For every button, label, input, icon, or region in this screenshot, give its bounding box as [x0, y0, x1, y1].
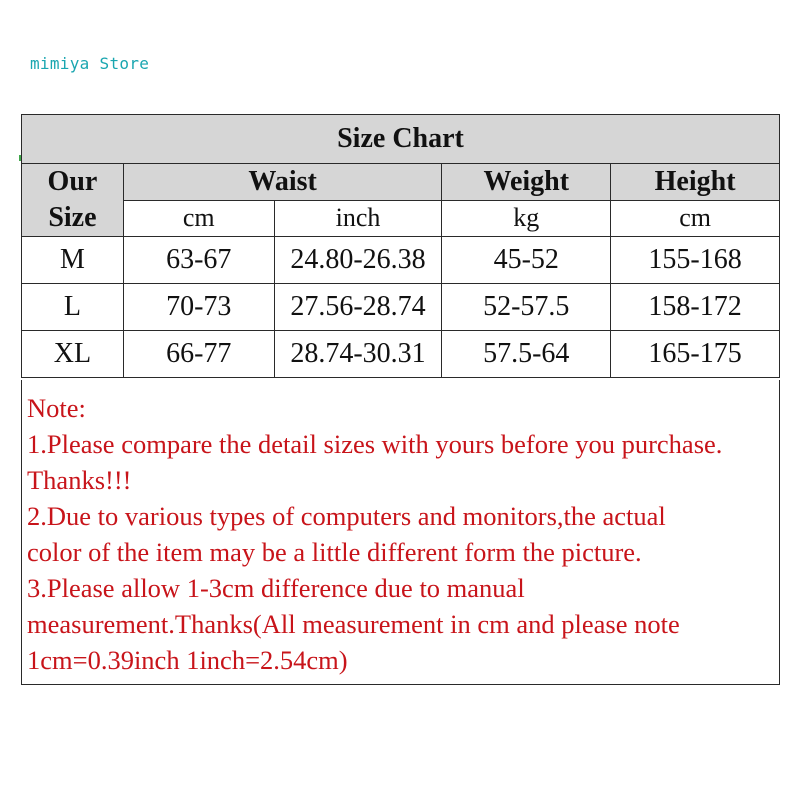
notes-box	[21, 380, 780, 685]
our-size-header-line1: Our	[47, 166, 98, 197]
weight-cell: 52-57.5	[442, 284, 611, 331]
our-size-header	[22, 164, 124, 237]
height-header: Height	[611, 164, 780, 201]
waist-inch-cell: 27.56-28.74	[274, 284, 442, 331]
note-heading: Note:	[27, 393, 86, 423]
size-cell: XL	[22, 331, 124, 378]
size-cell: L	[22, 284, 124, 331]
note-line: measurement.Thanks(All measurement in cm and please note	[27, 609, 680, 639]
table-row	[22, 284, 780, 331]
header-row	[22, 164, 780, 201]
waist-inch-cell: 24.80-26.38	[274, 237, 442, 284]
weight-header: Weight	[442, 164, 611, 201]
size-chart-table	[21, 114, 780, 378]
note-line: 1.Please compare the detail sizes with yours before you purchase.	[27, 429, 723, 459]
table-row	[22, 237, 780, 284]
unit-waist-inch: inch	[274, 200, 442, 237]
unit-weight-kg: kg	[442, 200, 611, 237]
store-name: mimiya Store	[30, 54, 150, 73]
waist-cm-cell: 63-67	[123, 237, 274, 284]
note-line: Thanks!!!	[27, 465, 132, 495]
chart-title: Size Chart	[22, 115, 780, 164]
unit-waist-cm: cm	[123, 200, 274, 237]
title-row	[22, 115, 780, 164]
note-line: 1cm=0.39inch 1inch=2.54cm)	[27, 645, 348, 675]
waist-cm-cell: 70-73	[123, 284, 274, 331]
note-line: 3.Please allow 1-3cm difference due to manual	[27, 573, 525, 603]
note-line: 2.Due to various types of computers and monitors,the actual	[27, 501, 666, 531]
height-cell: 158-172	[611, 284, 780, 331]
waist-header: Waist	[123, 164, 442, 201]
note-line: color of the item may be a little different form the picture.	[27, 537, 642, 567]
waist-inch-cell: 28.74-30.31	[274, 331, 442, 378]
table-row	[22, 331, 780, 378]
height-cell: 165-175	[611, 331, 780, 378]
our-size-header-line2: Size	[48, 202, 97, 233]
unit-height-cm: cm	[611, 200, 780, 237]
height-cell: 155-168	[611, 237, 780, 284]
waist-cm-cell: 66-77	[123, 331, 274, 378]
weight-cell: 57.5-64	[442, 331, 611, 378]
unit-row	[22, 200, 780, 237]
size-cell: M	[22, 237, 124, 284]
weight-cell: 45-52	[442, 237, 611, 284]
